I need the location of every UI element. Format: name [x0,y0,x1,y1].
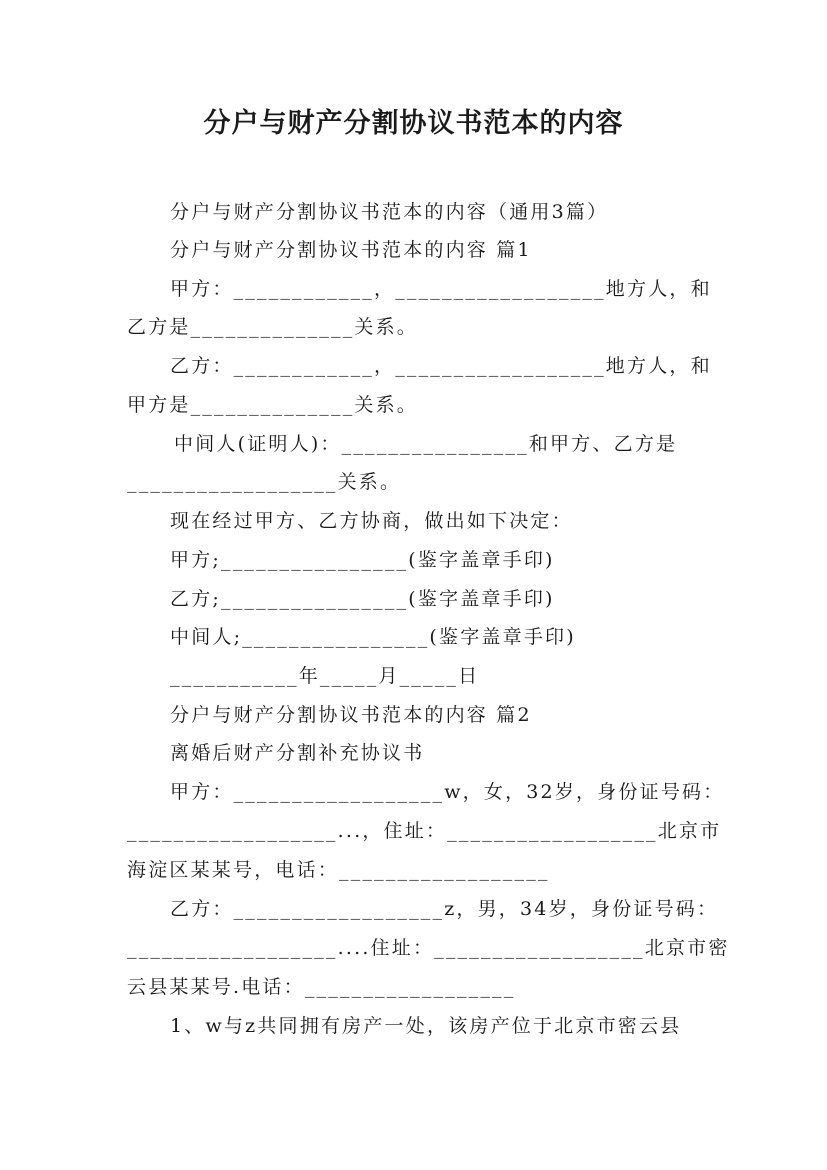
date-line: ___________年_____月_____日 [170,665,480,687]
paragraph-line: 乙方：__________________z，男，34岁，身份证号码： [170,898,719,920]
paragraph-line: 乙方;________________(鉴字盖章手印) [170,588,555,610]
paragraph-line: 分户与财产分割协议书范本的内容（通用3篇） [170,201,609,223]
document-title: 分户与财产分割协议书范本的内容 [203,108,624,139]
paragraph-line: 乙方：____________，__________________地方人，和 [170,355,712,377]
paragraph-line: 甲方;________________(鉴字盖章手印) [170,549,555,571]
paragraph-line: 离婚后财产分割补充协议书 [170,742,425,764]
paragraph-line: 乙方是______________关系。 [127,316,419,338]
paragraph-line: 中间人;________________(鉴字盖章手印) [170,626,576,648]
paragraph-line: 分户与财产分割协议书范本的内容 篇1 [170,239,532,261]
paragraph-line: __________________...，住址：__________________北京市 [127,820,722,842]
paragraph-line: 分户与财产分割协议书范本的内容 篇2 [170,704,532,726]
paragraph-line: 甲方是______________关系。 [127,394,419,416]
paragraph-line: __________________....住址：__________________北京市密 [127,937,730,959]
paragraph-line: 中间人(证明人)：________________和甲方、乙方是 [174,433,678,455]
paragraph-line: 海淀区某某号，电话：__________________ [127,859,550,881]
paragraph-line: 甲方：____________，__________________地方人，和 [170,278,712,300]
paragraph-line: 云县某某号.电话：__________________ [127,976,516,998]
paragraph-line: 甲方：__________________w，女，32岁，身份证号码： [170,781,725,803]
paragraph-line: __________________关系。 [127,471,402,493]
paragraph-line: 1、w与z共同拥有房产一处，该房产位于北京市密云县 [170,1015,682,1037]
paragraph-line: 现在经过甲方、乙方协商，做出如下决定： [170,510,573,532]
